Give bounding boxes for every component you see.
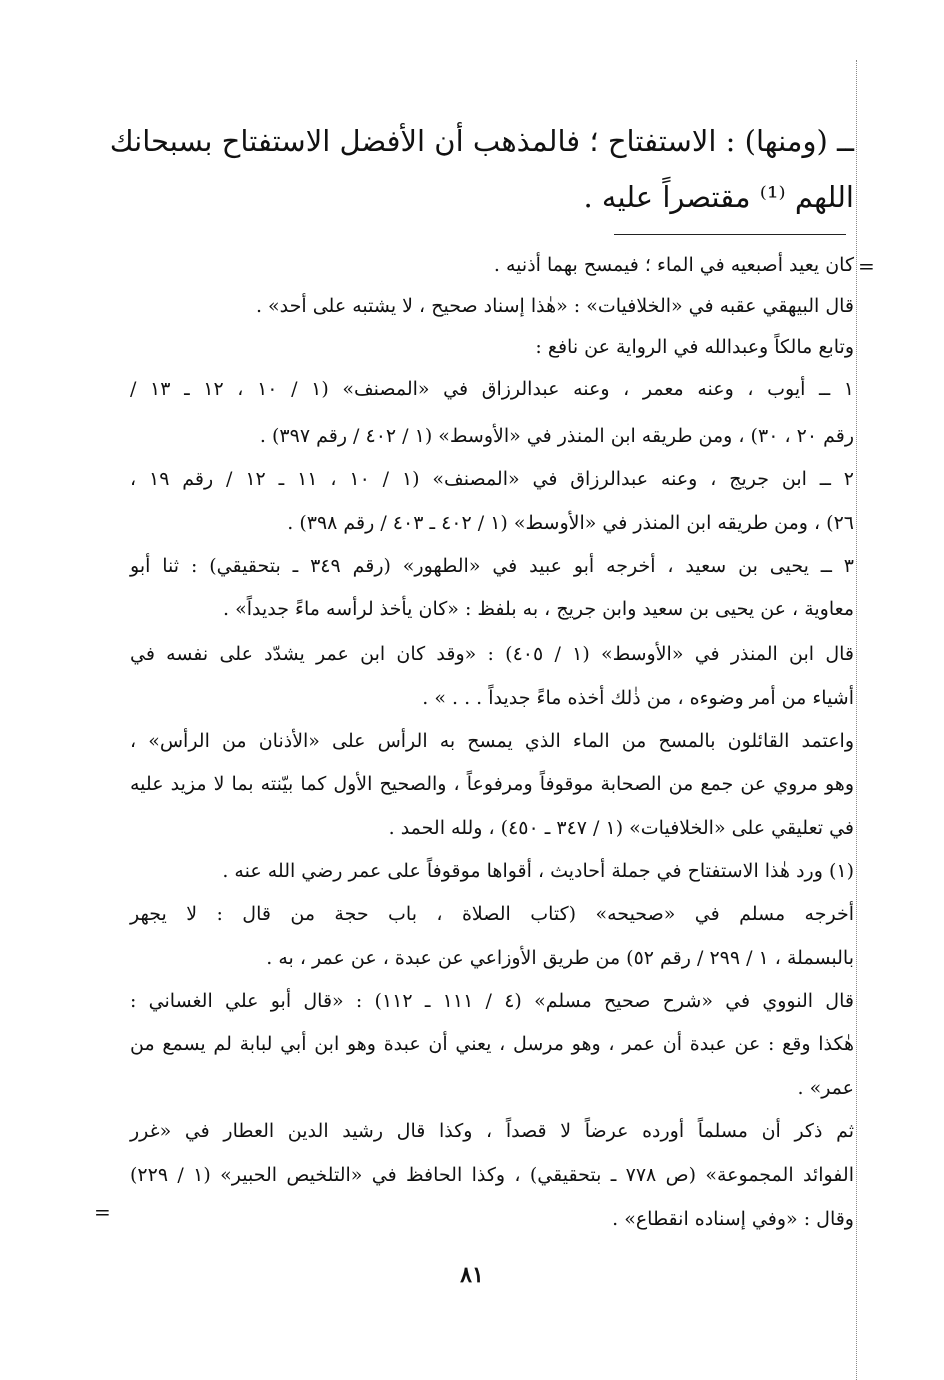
footnote-line: وهو مروي عن جمع من الصحابة موقوفاً ومرفوعاً ، والصحيح الأول كما بيّنته بما لا مزيد عليه — [130, 773, 854, 795]
footnote-line: ١ ــ أيوب ، وعنه معمر ، وعنه عبدالرزاق في «المصنف» (١ / ١٠ ، ١٢ ـ ١٣ / — [130, 378, 854, 400]
footnote-line: ٢ ــ ابن جريج ، وعنه عبدالرزاق في «المصنف» (١ / ١٠ ، ١١ ـ ١٢ / رقم ١٩ ، — [130, 468, 854, 490]
footnote-divider — [614, 234, 846, 235]
footnote-line: وتابع مالكاً وعبدالله في الرواية عن نافع : — [535, 336, 854, 358]
footnote-line: هٰكذا وقع : عن عبدة أن عمر ، وهو مرسل ، يعني أن عبدة وهو ابن أبي لبابة لم يسمع من — [130, 1033, 854, 1055]
footnote-line: قال النووي في «شرح صحيح مسلم» (٤ / ١١١ ـ ١١٢) : «قال أبو علي الغساني : — [130, 990, 854, 1012]
footnote-line: ٢٦) ، ومن طريقه ابن المنذر في «الأوسط» (١ / ٤٠٢ ـ ٤٠٣ / رقم ٣٩٨) . — [287, 512, 854, 534]
footnote-line: ثم ذكر أن مسلماً أورده عرضاً لا قصداً ، وكذا قال رشيد الدين العطار في «غرر — [130, 1120, 854, 1142]
footnote-line: في تعليقي على «الخلافيات» (١ / ٣٤٧ ـ ٤٥٠) ، ولله الحمد . — [388, 817, 854, 839]
footnote-line: واعتمد القائلون بالمسح من الماء الذي يمسح به الرأس على «الأذنان من الرأس» ، — [130, 730, 854, 752]
page-number: ٨١ — [460, 1262, 484, 1288]
footnote-line: (١) ورد هٰذا الاستفتاح في جملة أحاديث ، أقواها موقوفاً على عمر رضي الله عنه . — [222, 860, 854, 882]
footnote-line: أخرجه مسلم في «صحيحه» (كتاب الصلاة ، باب حجة من قال : لا يجهر — [130, 903, 854, 925]
footnote-line: وقال : «وفي إسناده انقطاع» . — [612, 1208, 854, 1230]
main-text-line-2: اللهم ⁽¹⁾ مقتصراً عليه . — [583, 180, 854, 214]
footnote-line: قال البيهقي عقبه في «الخلافيات» : «هٰذا إسناد صحيح ، لا يشتبه على أحد» . — [255, 295, 854, 317]
continuation-marker-top: = — [858, 254, 875, 278]
footnote-line: قال ابن المنذر في «الأوسط» (١ / ٤٠٥) : «وقد كان ابن عمر يشدّد على نفسه في — [130, 643, 854, 665]
footnote-line: أشياء من أمر وضوءه ، من ذٰلك أخذه ماءً جديداً . . . » . — [422, 687, 854, 709]
footnote-line: بالبسملة ، ١ / ٢٩٩ / رقم ٥٢) من طريق الأوزاعي عن عبدة ، عن عمر ، به . — [266, 947, 854, 969]
continuation-marker-bottom: = — [94, 1200, 111, 1224]
footnote-line: الفوائد المجموعة» (ص ٧٧٨ ـ بتحقيقي) ، وكذا الحافظ في «التلخيص الحبير» (١ / ٢٢٩) — [130, 1164, 854, 1186]
footnote-line: ٣ ــ يحيى بن سعيد ، أخرجه أبو عبيد في «الطهور» (رقم ٣٤٩ ـ بتحقيقي) : ثنا أبو — [130, 555, 854, 577]
footnote-line: كان يعيد أصبعيه في الماء ؛ فيمسح بهما أذنيه . — [493, 254, 854, 276]
main-text-line-1: ــ (ومنها) : الاستفتاح ؛ فالمذهب أن الأفضل الاستفتاح بسبحانك — [109, 124, 854, 158]
edge-dots — [856, 60, 857, 1380]
footnote-line: عمر» . — [797, 1077, 854, 1099]
footnote-line: معاوية ، عن يحيى بن سعيد وابن جريج ، به بلفظ : «كان يأخذ لرأسه ماءً جديداً» . — [223, 598, 854, 620]
footnote-line: رقم ٢٠ ، ٣٠) ، ومن طريقه ابن المنذر في «الأوسط» (١ / ٤٠٢ / رقم ٣٩٧) . — [259, 425, 854, 447]
